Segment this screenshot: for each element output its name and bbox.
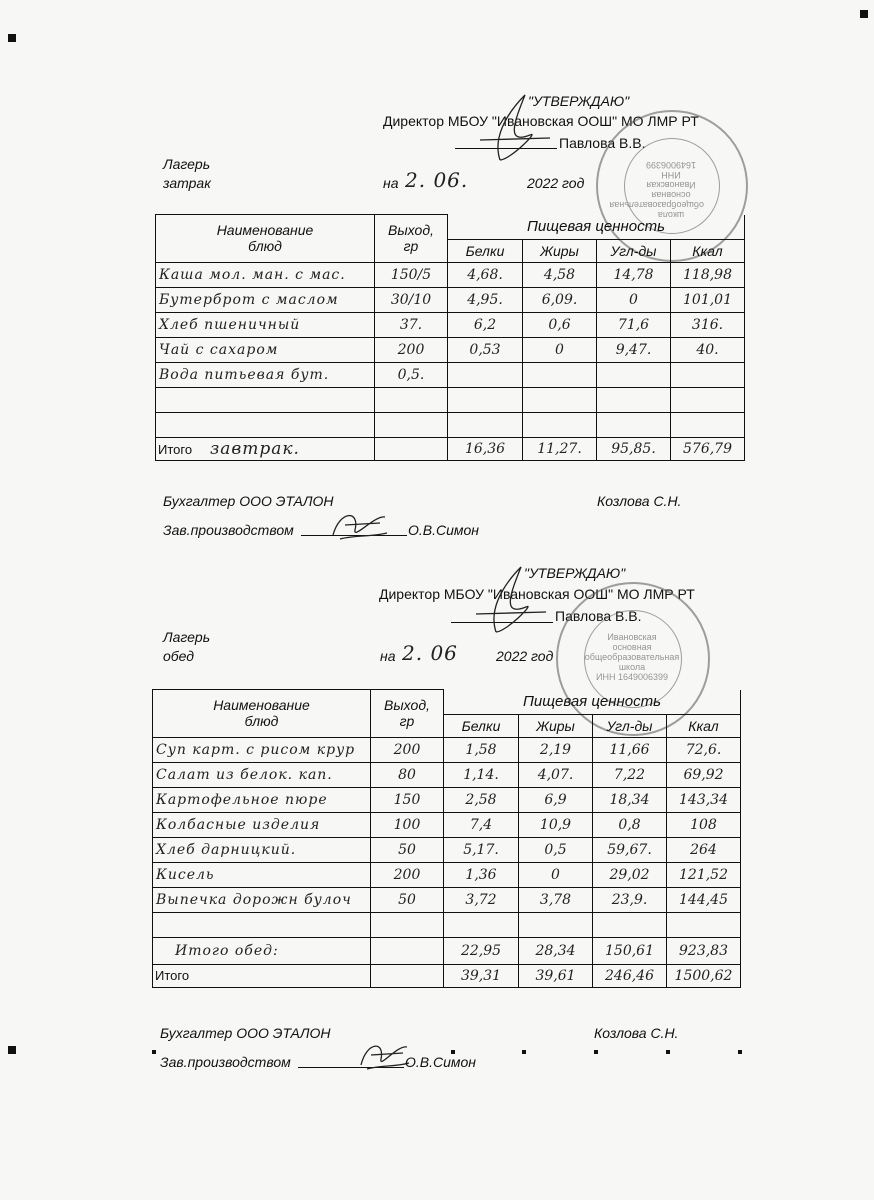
cell-out: 200: [371, 737, 444, 762]
cell-protein: 5,17.: [444, 837, 519, 862]
col-header-dish: Наименование блюд: [153, 690, 371, 738]
cell-fat: [519, 912, 593, 937]
accountant-label: Бухгалтер ООО ЭТАЛОН: [160, 1025, 331, 1041]
year-label: 2022 год: [527, 175, 585, 191]
cell-kcal: 144,45: [667, 887, 741, 912]
cell-kcal: [671, 387, 745, 412]
cell-out: 30/10: [375, 287, 448, 312]
cell-out: [375, 387, 448, 412]
cell-fat: 4,58: [523, 262, 597, 287]
cell-out: 50: [371, 837, 444, 862]
dish-name: Кисель: [153, 862, 371, 887]
cell-carb: 14,78: [597, 262, 671, 287]
total-protein: 39,31: [444, 964, 519, 987]
cell-carb: 71,6: [597, 312, 671, 337]
table-row: [156, 362, 745, 387]
table-row: [153, 862, 741, 887]
cell-carb: 18,34: [593, 787, 667, 812]
col-header-kcal: Ккал: [667, 714, 741, 737]
director-signature: [466, 562, 556, 642]
scan-dot: [522, 1050, 526, 1054]
total-protein: 16,36: [448, 437, 523, 460]
cell-carb: 29,02: [593, 862, 667, 887]
dish-name: Чай с сахаром: [156, 337, 375, 362]
accountant-label: Бухгалтер ООО ЭТАЛОН: [163, 493, 334, 509]
cell-kcal: 118,98: [671, 262, 745, 287]
scan-mark: [8, 1046, 16, 1054]
director-name: Павлова В.В.: [555, 608, 642, 624]
col-header-output: Выход, гр: [375, 215, 448, 263]
table-row: [156, 412, 745, 437]
cell-kcal: 121,52: [667, 862, 741, 887]
cell-kcal: 143,34: [667, 787, 741, 812]
col-header-nutrition: Пищевая ценность: [448, 215, 745, 240]
total-label-cell: Итого: [153, 964, 371, 987]
table-row: [153, 887, 741, 912]
cell-protein: [448, 387, 523, 412]
scan-dot: [666, 1050, 670, 1054]
cell-kcal: 316.: [671, 312, 745, 337]
scan-mark: [8, 34, 16, 42]
table-row: [156, 337, 745, 362]
table-row: [156, 312, 745, 337]
cell-carb: 0: [597, 287, 671, 312]
cell-fat: 2,19: [519, 737, 593, 762]
cell-carb: 11,66: [593, 737, 667, 762]
cell-protein: 6,2: [448, 312, 523, 337]
cell-fat: 0,5: [519, 837, 593, 862]
dish-name: Картофельное пюре: [153, 787, 371, 812]
subtotal-carb: 150,61: [593, 937, 667, 964]
dish-name: Салат из белок. кап.: [153, 762, 371, 787]
scan-mark: [860, 10, 868, 18]
dish-name: Хлеб дарницкий.: [153, 837, 371, 862]
cell-fat: 0,6: [523, 312, 597, 337]
cell-protein: 3,72: [444, 887, 519, 912]
cell-fat: 10,9: [519, 812, 593, 837]
cell-protein: [448, 412, 523, 437]
dish-name: Выпечка дорожн булоч: [153, 887, 371, 912]
subtotal-label: Итого обед:: [153, 937, 371, 964]
cell-fat: 6,09.: [523, 287, 597, 312]
production-label: Зав.производством: [160, 1054, 291, 1070]
cell-fat: 3,78: [519, 887, 593, 912]
table-row: [153, 787, 741, 812]
cell-carb: [597, 387, 671, 412]
production-name: О.В.Симон: [405, 1054, 476, 1070]
table-row: [153, 737, 741, 762]
dish-name: [156, 412, 375, 437]
cell-protein: 0,53: [448, 337, 523, 362]
cell-protein: 1,14.: [444, 762, 519, 787]
director-line: Директор МБОУ "Ивановская ООШ" МО ЛМР РТ: [379, 586, 695, 602]
total-kcal: 1500,62: [667, 964, 741, 987]
accountant-name: Козлова С.Н.: [597, 493, 682, 509]
cell-carb: [597, 362, 671, 387]
cell-protein: [444, 912, 519, 937]
scan-dot: [738, 1050, 742, 1054]
cell-protein: [448, 362, 523, 387]
cell-out: 100: [371, 812, 444, 837]
dish-name: [153, 912, 371, 937]
date-prefix: на: [383, 175, 399, 191]
total-label-cell: Итого завтрак.: [156, 437, 375, 460]
cell-fat: 4,07.: [519, 762, 593, 787]
col-header-kcal: Ккал: [671, 239, 745, 262]
total-fat: 39,61: [519, 964, 593, 987]
cell-kcal: 264: [667, 837, 741, 862]
director-signature: [470, 90, 560, 170]
col-header-dish: Наименование блюд: [156, 215, 375, 263]
table-row: [156, 387, 745, 412]
cell-carb: 59,67.: [593, 837, 667, 862]
dish-name: Бутерброт с маслом: [156, 287, 375, 312]
scan-dot: [594, 1050, 598, 1054]
cell-out: 200: [371, 862, 444, 887]
lunch-table: [152, 689, 741, 988]
production-name: О.В.Симон: [408, 522, 479, 538]
cell-kcal: [667, 912, 741, 937]
accountant-name: Козлова С.Н.: [594, 1025, 679, 1041]
approval-title: "УТВЕРЖДАЮ": [528, 93, 630, 109]
stamp-text: Ивановская основная общеобразовательная школа ИНН 1649006399: [584, 632, 680, 682]
col-header-carb: Угл-ды: [593, 714, 667, 737]
date-prefix: на: [380, 648, 396, 664]
table-row: [156, 287, 745, 312]
meal-label: обед: [163, 648, 195, 664]
camp-label: Лагерь: [163, 629, 211, 645]
col-header-output: Выход, гр: [371, 690, 444, 738]
cell-fat: 0: [519, 862, 593, 887]
director-line: Директор МБОУ "Ивановская ООШ" МО ЛМР РТ: [383, 113, 699, 129]
table-row: [153, 912, 741, 937]
scan-dot: [152, 1050, 156, 1054]
cell-kcal: 72,6.: [667, 737, 741, 762]
cell-kcal: 40.: [671, 337, 745, 362]
cell-kcal: [671, 362, 745, 387]
table-row: [156, 262, 745, 287]
cell-carb: 9,47.: [597, 337, 671, 362]
cell-out: 150/5: [375, 262, 448, 287]
cell-kcal: 101,01: [671, 287, 745, 312]
production-label: Зав.производством: [163, 522, 294, 538]
subtotal-protein: 22,95: [444, 937, 519, 964]
meal-label: затрак: [163, 175, 211, 191]
cell-protein: 1,58: [444, 737, 519, 762]
total-fat: 11,27.: [523, 437, 597, 460]
cell-fat: 0: [523, 337, 597, 362]
total-carb: 246,46: [593, 964, 667, 987]
total-kcal: 576,79: [671, 437, 745, 460]
director-name: Павлова В.В.: [559, 135, 646, 151]
total-carb: 95,85.: [597, 437, 671, 460]
cell-out: 37.: [375, 312, 448, 337]
breakfast-table: [155, 214, 745, 461]
date-handwritten: 2. 06.: [405, 168, 469, 192]
cell-protein: 4,95.: [448, 287, 523, 312]
dish-name: Вода питьевая бут.: [156, 362, 375, 387]
col-header-nutrition: Пищевая ценность: [444, 690, 741, 715]
col-header-fat: Жиры: [523, 239, 597, 262]
cell-out: 150: [371, 787, 444, 812]
cell-fat: 6,9: [519, 787, 593, 812]
col-header-protein: Белки: [444, 714, 519, 737]
cell-fat: [523, 387, 597, 412]
cell-out: 0,5.: [375, 362, 448, 387]
scan-dot: [451, 1050, 455, 1054]
cell-carb: 0,8: [593, 812, 667, 837]
col-header-protein: Белки: [448, 239, 523, 262]
cell-out: 50: [371, 887, 444, 912]
cell-fat: [523, 412, 597, 437]
cell-fat: [523, 362, 597, 387]
stamp-text: школа общеобразовательная основная Ивановская ИНН 1649006399: [609, 160, 704, 220]
date-handwritten: 2. 06: [402, 641, 458, 665]
dish-name: [156, 387, 375, 412]
dish-name: Каша мол. ман. с мас.: [156, 262, 375, 287]
cell-kcal: 108: [667, 812, 741, 837]
cell-carb: 23,9.: [593, 887, 667, 912]
dish-name: Суп карт. с рисом крур: [153, 737, 371, 762]
cell-protein: 7,4: [444, 812, 519, 837]
camp-label: Лагерь: [163, 156, 211, 172]
cell-protein: 1,36: [444, 862, 519, 887]
cell-out: 200: [375, 337, 448, 362]
table-row: [153, 812, 741, 837]
table-row: [153, 837, 741, 862]
cell-protein: 4,68.: [448, 262, 523, 287]
cell-kcal: 69,92: [667, 762, 741, 787]
cell-out: 80: [371, 762, 444, 787]
production-signature: [325, 505, 395, 545]
year-label: 2022 год: [496, 648, 554, 664]
cell-out: [371, 912, 444, 937]
dish-name: Хлеб пшеничный: [156, 312, 375, 337]
table-row: [153, 762, 741, 787]
cell-carb: 7,22: [593, 762, 667, 787]
dish-name: Колбасные изделия: [153, 812, 371, 837]
approval-title: "УТВЕРЖДАЮ": [524, 565, 626, 581]
subtotal-fat: 28,34: [519, 937, 593, 964]
subtotal-kcal: 923,83: [667, 937, 741, 964]
cell-kcal: [671, 412, 745, 437]
col-header-fat: Жиры: [519, 714, 593, 737]
col-header-carb: Угл-ды: [597, 239, 671, 262]
cell-carb: [593, 912, 667, 937]
cell-out: [375, 412, 448, 437]
cell-protein: 2,58: [444, 787, 519, 812]
cell-carb: [597, 412, 671, 437]
